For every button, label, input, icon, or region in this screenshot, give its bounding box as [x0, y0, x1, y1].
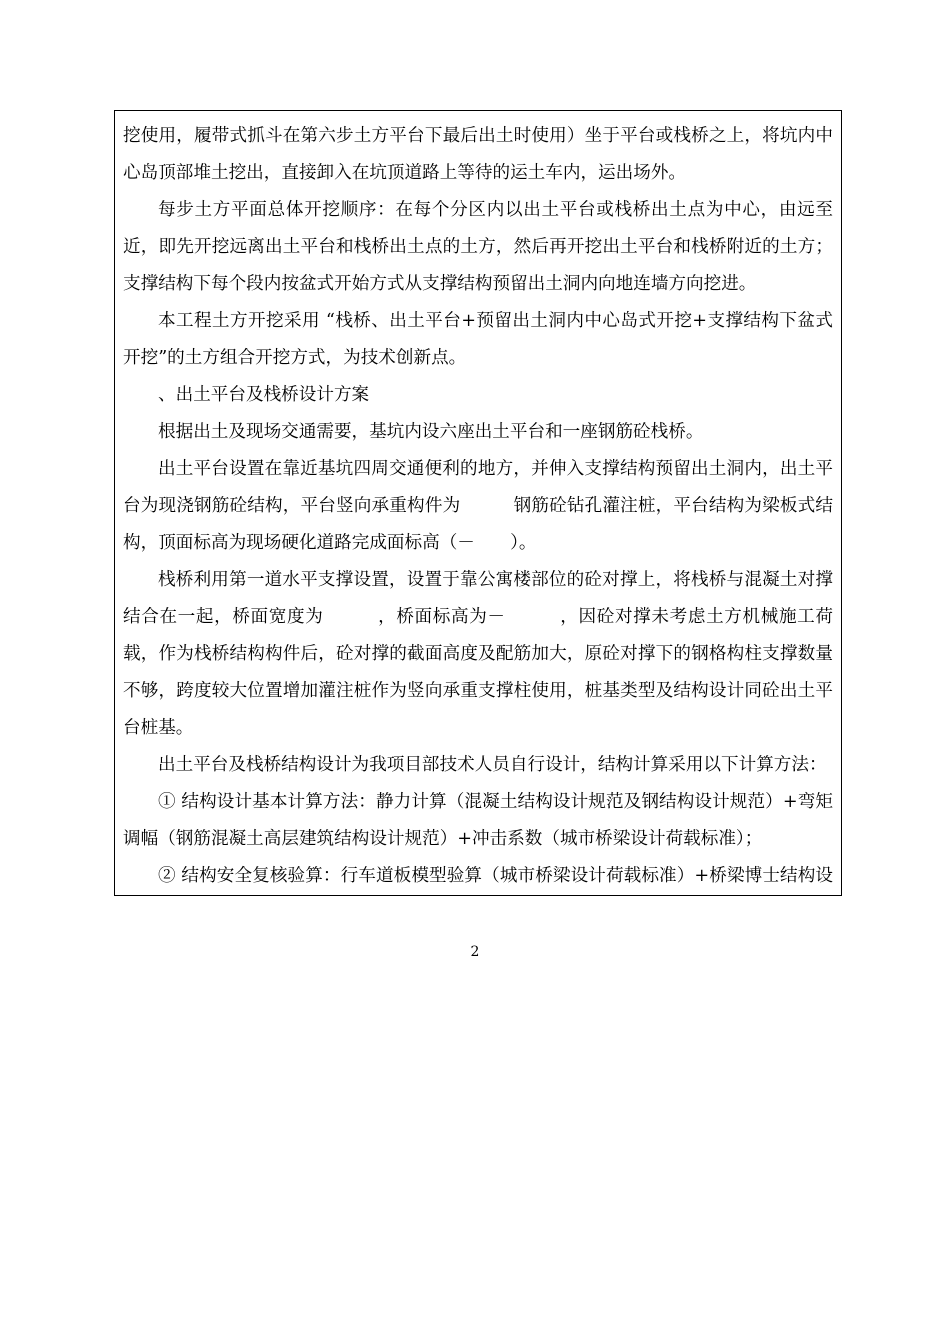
list-item-2: ② 结构安全复核验算：行车道板模型验算（城市桥梁设计荷载标准）+桥梁博士结构设 [158, 866, 833, 886]
paragraph-platforms-count: 根据出土及现场交通需要，基坑内设六座出土平台和一座钢筋砼栈桥。 [158, 422, 704, 442]
paragraph-trestle-design: 栈桥利用第一道水平支撑设置，设置于靠公寓楼部位的砼对撑上，将栈桥与混凝土对撑结合在一起，桥面宽度为 ，桥面标高为－ ，因砼对撑未考虑土方机械施工荷载，作为栈桥结构构件后，砼对撑的截面高度及配筋加大，原砼对撑下的钢格构柱支撑数量不够，跨度较大位置增加灌注桩作为竖向承重支撑柱使用，桩基类型及结构设计同砼出土平台桩基。 [123, 570, 833, 738]
content-frame [114, 110, 842, 896]
paragraph-platform-design: 出土平台设置在靠近基坑四周交通便利的地方，并伸入支撑结构预留出土洞内，出土平台为现浇钢筋砼结构，平台竖向承重构件为 钢筋砼钻孔灌注桩，平台结构为梁板式结构，顶面标高为现场硬化道路完成面标高（－ ）。 [123, 459, 833, 553]
paragraph-excavation-order: 每步土方平面总体开挖顺序：在每个分区内以出土平台或栈桥出土点为中心，由远至近，即先开挖远离出土平台和栈桥出土点的土方，然后再开挖出土平台和栈桥附近的土方；支撑结构下每个段内按盆式开始方式从支撑结构预留出土洞内向地连墙方向挖进。 [123, 200, 833, 294]
list-item-1: ① 结构设计基本计算方法：静力计算（混凝土结构设计规范及钢结构设计规范）+弯矩调幅（钢筋混凝土高层建筑结构设计规范）+冲击系数（城市桥梁设计荷载标准）； [123, 792, 833, 849]
paragraph-continuation: 挖使用，履带式抓斗在第六步土方平台下最后出土时使用）坐于平台或栈桥之上，将坑内中心岛顶部堆土挖出，直接卸入在坑顶道路上等待的运土车内，运出场外。 [123, 126, 833, 183]
paragraph-excavation-method: 本工程土方开挖采用 “栈桥、出土平台+预留出土洞内中心岛式开挖+支撑结构下盆式开挖”的土方组合开挖方式，为技术创新点。 [123, 311, 833, 368]
paragraph-calc-intro: 出土平台及栈桥结构设计为我项目部技术人员自行设计，结构计算采用以下计算方法： [158, 755, 827, 775]
section-heading: 、出土平台及栈桥设计方案 [158, 385, 370, 405]
page-number: 2 [470, 944, 480, 960]
